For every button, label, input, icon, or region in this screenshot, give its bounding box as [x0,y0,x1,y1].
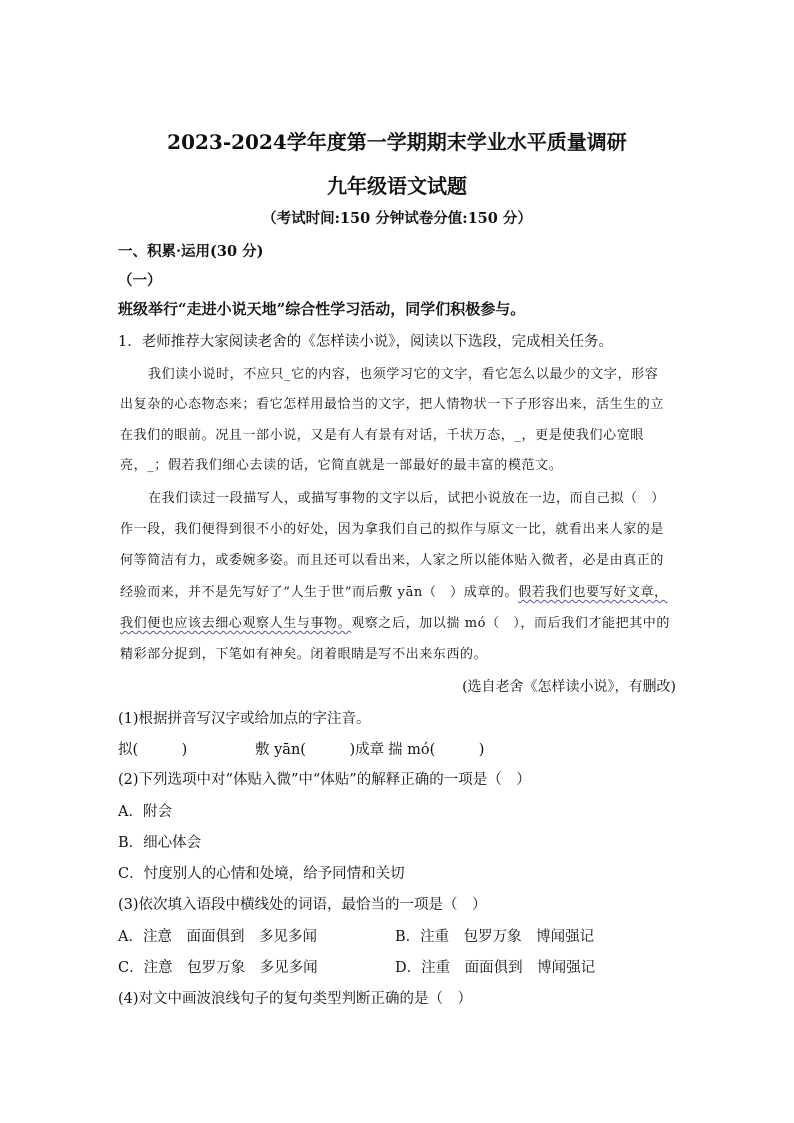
blank-chuaimo: 揣 mó( ) [388,742,485,758]
passage-line: 我们读小说时，不应只_它的内容，也须学习它的文字，看它怎么以最少的文字，形容 [148,367,659,382]
option-c: C．忖度别人的心情和处境，给予同情和关切 [118,866,405,882]
question-1-2: (2)下列选项中对“体贴入微”中“体贴”的解释正确的一项是（ ） [118,772,531,788]
question-1-3: (3)依次填入语段中横线处的词语，最恰当的一项是（ ） [118,897,487,913]
passage-line: 在我们读过一段描写人，或描写事物的文字以后，试把小说放在一边，而自己拟（ ） [148,491,665,506]
exam-info: （考试时间:150 分钟试卷分值:150 分） [262,210,532,227]
exam-subtitle: 九年级语文试题 [327,174,467,198]
passage-line [120,581,668,600]
blank-fuyan: 敷 yān( )成章 [255,742,385,758]
option-a: A．注意 面面俱到 多见多闻 [118,929,317,945]
option-a: A．附会 [118,804,172,820]
passage-line: 精彩部分捉到，下笔如有神矣。闭着眼睛是写不出来东西的。 [120,647,488,662]
passage-line: 出复杂的心态物态来；看它怎样用最恰当的文字，把人情物状一下子形容出来，活生生的立 [120,397,665,412]
question-1-stem: 1．老师推荐大家阅读老舍的《怎样读小说》，阅读以下选段，完成相关任务。 [118,334,613,350]
passage-line-text: 观察之后，加以揣 mó（ ），而后我们才能把其中的 [351,616,670,631]
option-b: B．细心体会 [118,835,202,851]
passage-line [120,612,670,631]
question-1-1: (1)根据拼音写汉字或给加点的字注音。 [118,711,371,727]
exam-title: 2023-2024学年度第一学期期末学业水平质量调研 [167,130,627,154]
passage-line: 作一段，我们便得到很不小的好处，因为拿我们自己的拟作与原文一比，就看出来人家的是 [120,522,665,537]
activity-intro: 班级举行“走进小说天地”综合性学习活动，同学们积极参与。 [118,300,526,318]
wavy-underlined-sentence: 我们便也应该去细心观察人生与事物。 [120,616,352,631]
option-b: B．注重 包罗万象 博闻强记 [395,929,595,945]
blank-ni: 拟( ) [118,742,188,758]
question-1-4: (4)对文中画波浪线句子的复句类型判断正确的是（ ） [118,991,473,1007]
passage-line: 何等简洁有力，或委婉多姿。而且还可以看出来，人家之所以能体贴入微者，必是由真正的 [120,553,665,568]
passage-source: (选自老舍《怎样读小说》，有删改) [462,679,676,695]
passage-line-text: 经验而来，并不是先写好了“人生于世”而后敷 yān（ ）成章的。 [120,585,519,600]
option-d: D．注重 面面俱到 博闻强记 [395,960,596,976]
option-c: C．注意 包罗万象 多见多闻 [118,960,318,976]
section-heading: 一、积累·运用(30 分) [118,243,264,260]
wavy-underlined-sentence: 假若我们也要写好文章， [518,585,668,600]
part-label: （一） [118,272,162,289]
passage-line: 在我们的眼前。况且一部小说，又是有人有景有对话，千状万态，_，更是使我们心宽眼 [120,428,644,443]
passage-line: 亮，_；假若我们细心去读的话，它简直就是一部最好的最丰富的模范文。 [120,458,563,473]
